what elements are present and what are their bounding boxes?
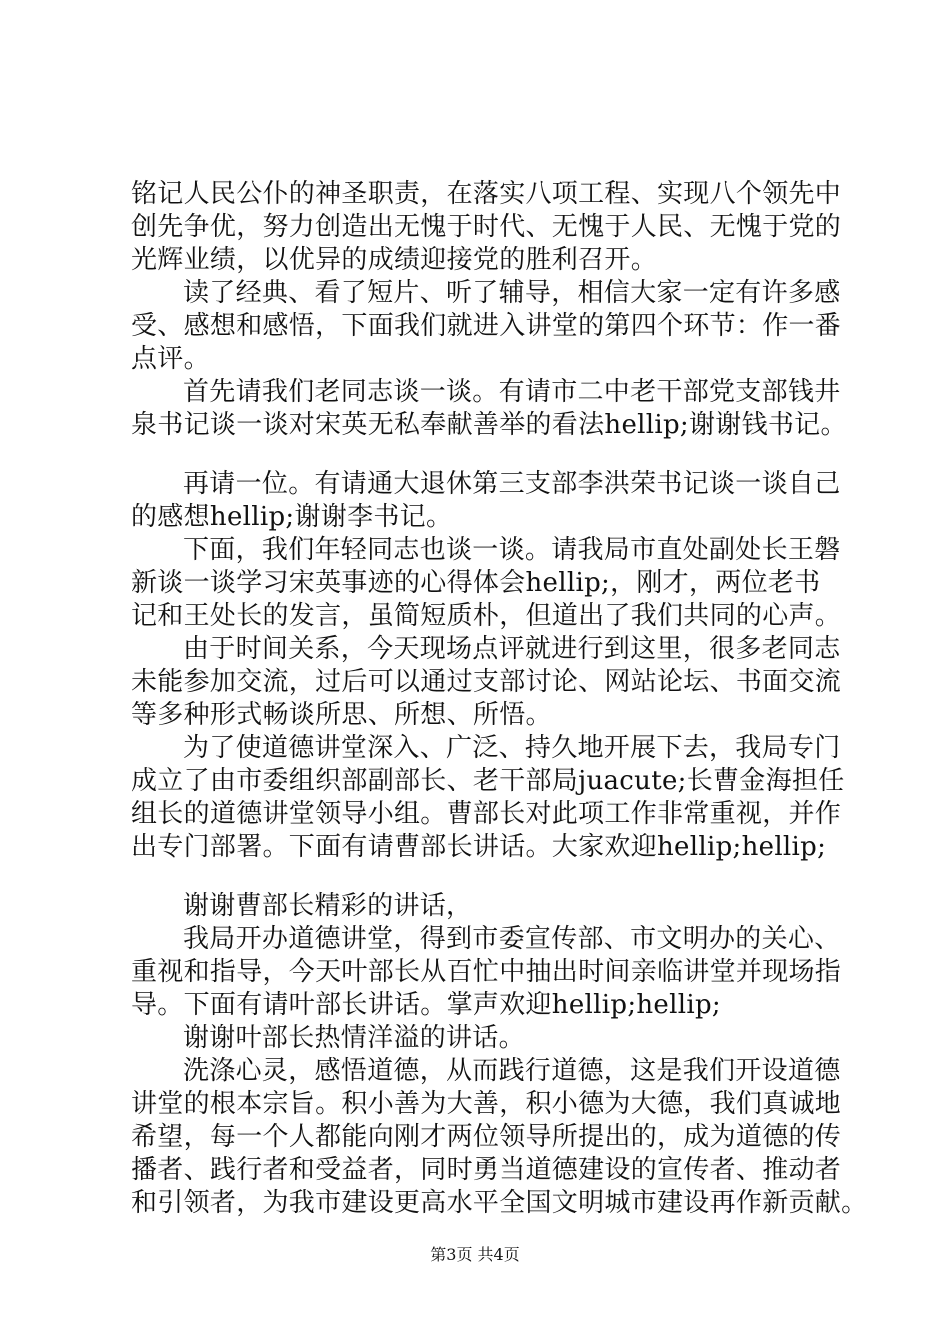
text-line: 读了经典、看了短片、听了辅导，相信大家一定有许多感 — [183, 278, 841, 308]
text-line: 泉书记谈一谈对宋英无私奉献善举的看法hellip;谢谢钱书记。 — [131, 410, 847, 440]
text-line: 成立了由市委组织部副部长、老干部局juacute;长曹金海担任 — [131, 766, 845, 796]
text-line: 记和王处长的发言，虽简短质朴，但道出了我们共同的心声。 — [131, 601, 842, 631]
text-line: 点评。 — [131, 344, 210, 374]
text-line: 我局开办道德讲堂，得到市委宣传部、市文明办的关心、 — [183, 924, 841, 954]
text-line: 谢谢叶部长热情洋溢的讲话。 — [183, 1023, 525, 1053]
text-line: 的感想hellip;谢谢李书记。 — [131, 502, 453, 532]
text-line: 为了使道德讲堂深入、广泛、持久地开展下去，我局专门 — [183, 733, 841, 763]
text-line: 新谈一谈学习宋英事迹的心得体会hellip;，刚才，两位老书 — [131, 568, 821, 598]
text-line: 受、感想和感悟，下面我们就进入讲堂的第四个环节：作一番 — [131, 311, 842, 341]
text-line: 希望，每一个人都能向刚才两位领导所提出的，成为道德的传 — [131, 1122, 842, 1152]
text-line: 由于时间关系，今天现场点评就进行到这里，很多老同志 — [183, 634, 841, 664]
text-line: 导。下面有请叶部长讲话。掌声欢迎hellip;hellip; — [131, 990, 721, 1020]
text-line: 首先请我们老同志谈一谈。有请市二中老干部党支部钱井 — [183, 377, 841, 407]
text-line: 再请一位。有请通大退休第三支部李洪荣书记谈一谈自己 — [183, 469, 841, 499]
text-line: 创先争优，努力创造出无愧于时代、无愧于人民、无愧于党的 — [131, 212, 842, 242]
text-line: 和引领者，为我市建设更高水平全国文明城市建设再作新贡献。 — [131, 1188, 868, 1218]
text-line: 洗涤心灵，感悟道德，从而践行道德，这是我们开设道德 — [183, 1056, 841, 1086]
text-line: 出专门部署。下面有请曹部长讲话。大家欢迎hellip;hellip; — [131, 832, 827, 862]
text-line: 重视和指导，今天叶部长从百忙中抽出时间亲临讲堂并现场指 — [131, 957, 842, 987]
text-line: 下面，我们年轻同志也谈一谈。请我局市直处副处长王磐 — [183, 535, 841, 565]
text-line: 等多种形式畅谈所思、所想、所悟。 — [131, 700, 552, 730]
text-line: 播者、践行者和受益者，同时勇当道德建设的宣传者、推动者 — [131, 1155, 842, 1185]
text-line: 讲堂的根本宗旨。积小善为大善，积小德为大德，我们真诚地 — [131, 1089, 842, 1119]
page-number-footer: 第3页 共4页 — [430, 1245, 520, 1264]
text-line: 未能参加交流，过后可以通过支部讨论、网站论坛、书面交流 — [131, 667, 842, 697]
text-line: 光辉业绩，以优异的成绩迎接党的胜利召开。 — [131, 245, 658, 275]
text-line: 谢谢曹部长精彩的讲话， — [183, 891, 473, 921]
text-line: 铭记人民公仆的神圣职责，在落实八项工程、实现八个领先中 — [131, 179, 842, 209]
text-line: 组长的道德讲堂领导小组。曹部长对此项工作非常重视，并作 — [131, 799, 842, 829]
